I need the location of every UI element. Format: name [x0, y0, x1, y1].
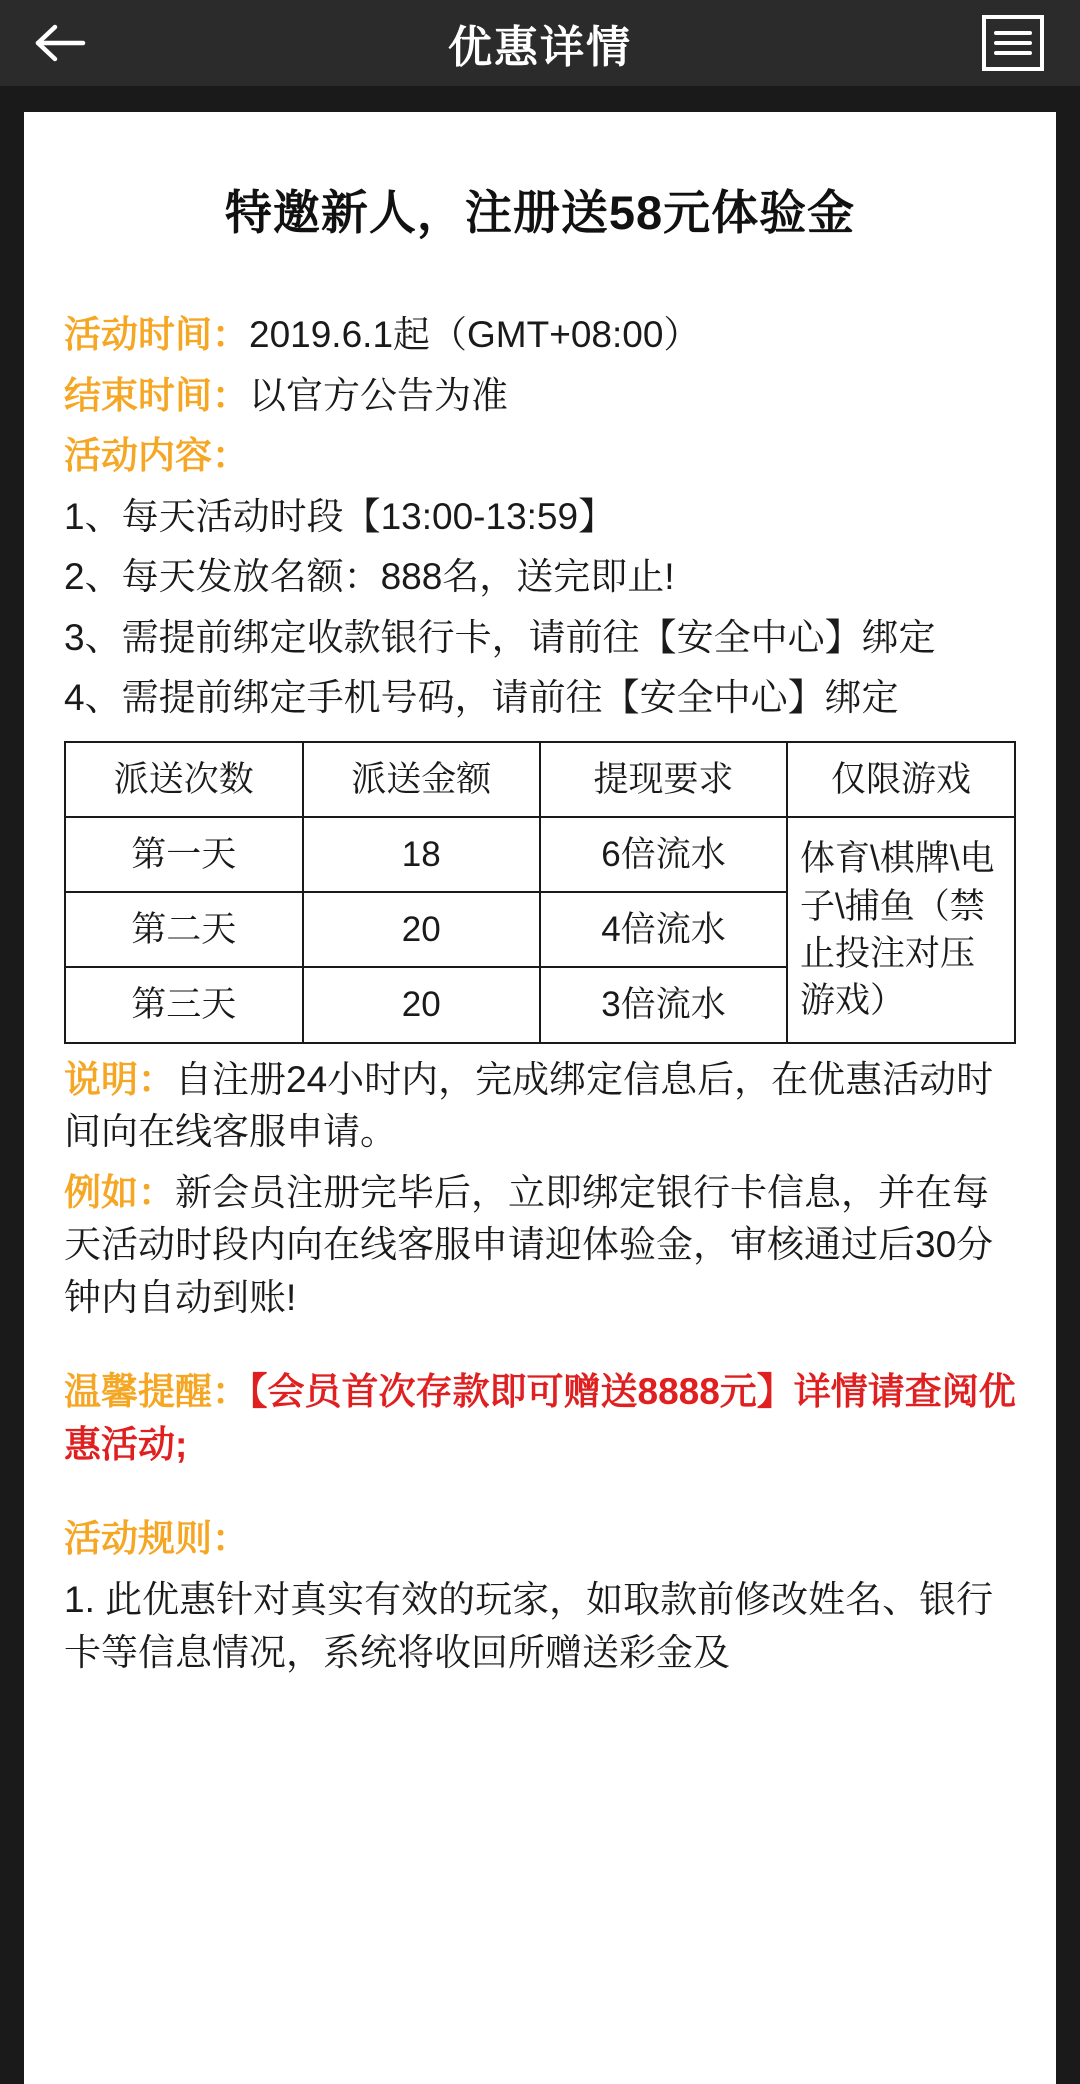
- spacer: [64, 1479, 1016, 1513]
- table-header-cell: 派送金额: [303, 742, 541, 817]
- content-item: 2、每天发放名额：888名，送完即止!: [64, 556, 675, 598]
- bonus-schedule-table: [64, 741, 1016, 1044]
- top-navigation-bar: [0, 0, 1080, 86]
- rules-heading: [64, 1513, 1016, 1566]
- example-text: 新会员注册完毕后，立即绑定银行卡信息，并在每天活动时段内向在线客服申请迎体验金，审核通过后30分钟内自动到账!: [64, 1171, 994, 1318]
- table-cell-amount: 20: [303, 892, 541, 967]
- list-menu-icon: [982, 15, 1044, 71]
- promo-field-value: 以官方公告为准: [249, 374, 508, 416]
- note-paragraph: [64, 1054, 1016, 1159]
- promotion-title: 特邀新人，注册送58元体验金: [224, 186, 856, 239]
- table-cell-rollover: 3倍流水: [540, 967, 787, 1042]
- spacer: [64, 1332, 1016, 1366]
- promo-field-start-time: [64, 309, 1016, 362]
- table-cell-amount: 18: [303, 817, 541, 892]
- promotion-detail-card: [24, 112, 1056, 2084]
- table-cell-rollover: 4倍流水: [540, 892, 787, 967]
- table-cell-amount: 20: [303, 967, 541, 1042]
- note-label: 说明：: [64, 1058, 175, 1100]
- arrow-left-icon: [33, 21, 87, 65]
- example-label: 例如：: [64, 1171, 175, 1213]
- back-button[interactable]: [30, 13, 90, 73]
- tip-label: 温馨提醒：: [64, 1371, 249, 1413]
- rules-label: 活动规则：: [64, 1518, 249, 1560]
- promo-field-end-time: [64, 370, 1016, 423]
- content-item: 4、需提前绑定手机号码，请前往【安全中心】绑定: [64, 677, 899, 719]
- menu-button[interactable]: [980, 13, 1046, 73]
- table-cell-day: 第二天: [65, 892, 303, 967]
- page-body: [0, 86, 1080, 2084]
- table-cell-games: 体育\棋牌\电子\捕鱼（禁止投注对压游戏）: [787, 817, 1015, 1043]
- table-cell-rollover: 6倍流水: [540, 817, 787, 892]
- content-item: 1、每天活动时段【13:00-13:59】: [64, 495, 616, 537]
- table-row: [65, 817, 1015, 892]
- promo-field-label: 结束时间：: [64, 374, 249, 416]
- promo-field-value: 2019.6.1起（GMT+08:00）: [249, 314, 701, 355]
- tip-text: 【会员首次存款即可赠送8888元】详情请查阅优惠活动;: [64, 1371, 1016, 1465]
- table-header-cell: 仅限游戏: [787, 742, 1015, 817]
- promo-field-content-heading: [64, 430, 1016, 483]
- note-text: 自注册24小时内，完成绑定信息后，在优惠活动时间向在线客服申请。: [64, 1058, 994, 1153]
- table-header-cell: 提现要求: [540, 742, 787, 817]
- content-item: 3、需提前绑定收款银行卡，请前往【安全中心】绑定: [64, 616, 936, 658]
- table-header-row: [65, 742, 1015, 817]
- table-header-cell: 派送次数: [65, 742, 303, 817]
- example-paragraph: [64, 1167, 1016, 1325]
- tip-paragraph: [64, 1366, 1016, 1471]
- table-cell-day: 第三天: [65, 967, 303, 1042]
- table-cell-day: 第一天: [65, 817, 303, 892]
- page-title: 优惠详情: [448, 23, 632, 72]
- promo-field-label: 活动内容：: [64, 435, 249, 477]
- rules-item: 1. 此优惠针对真实有效的玩家，如取款前修改姓名、银行卡等信息情况，系统将收回所赠送彩金及: [64, 1578, 994, 1673]
- promo-field-label: 活动时间：: [64, 314, 249, 355]
